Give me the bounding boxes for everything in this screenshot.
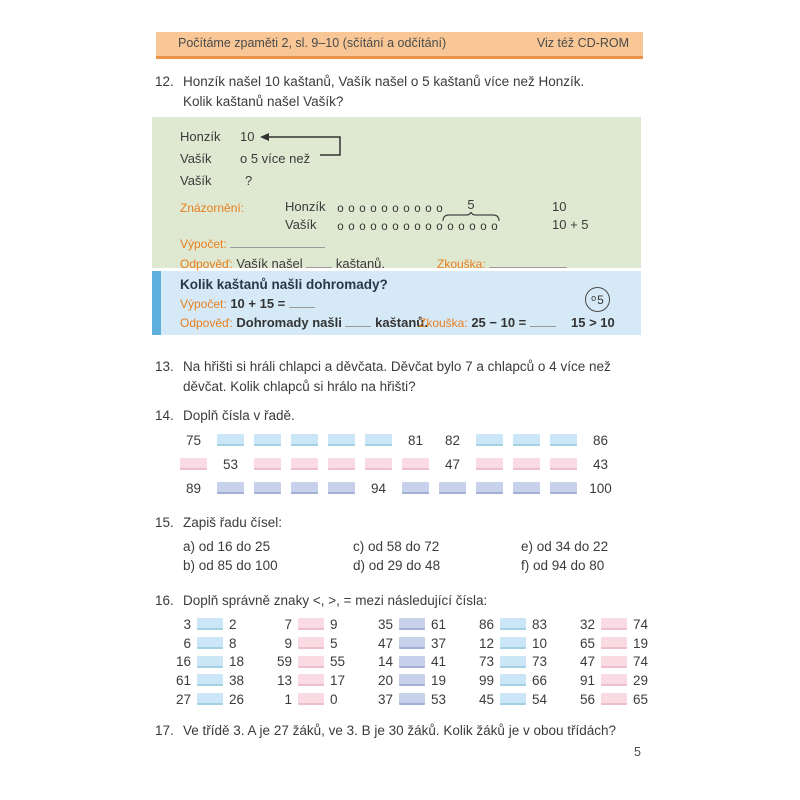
comparison-pair [268, 673, 362, 688]
empty-answer-box[interactable] [291, 482, 318, 494]
left-number: 3 [183, 616, 191, 632]
odpoved-text: kaštanů. [375, 315, 428, 330]
left-number: 7 [284, 616, 292, 632]
sign-answer-box[interactable] [399, 656, 425, 668]
odpoved-text: Vašík našel [236, 256, 303, 271]
problem-text-line: děvčat. Kolik chlapců si hrálo na hřišti? [183, 379, 416, 394]
empty-answer-box[interactable] [550, 458, 577, 470]
zkouska-label: Zkouška: [437, 257, 486, 271]
sign-answer-box[interactable] [601, 618, 627, 630]
counter-circle: o [337, 203, 344, 215]
sign-answer-box[interactable] [500, 618, 526, 630]
given-number: 86 [592, 432, 609, 448]
given-number: 89 [185, 480, 202, 496]
given-number: 75 [185, 432, 202, 448]
right-number: 17 [330, 672, 346, 688]
sequence-cell [217, 434, 244, 446]
sign-answer-box[interactable] [399, 618, 425, 630]
vypocet-row [180, 236, 325, 251]
sequence-cell [550, 482, 577, 494]
sign-answer-box[interactable] [197, 656, 223, 668]
counter-circle: o [480, 221, 487, 233]
left-number: 91 [579, 672, 595, 688]
left-number: 47 [579, 654, 595, 670]
right-number: 8 [229, 635, 237, 651]
sequence-cell [365, 434, 392, 446]
over-brace-icon [442, 212, 500, 221]
sequence-cell [513, 482, 540, 494]
sequence-cell [513, 458, 540, 470]
right-number: 41 [431, 654, 447, 670]
zkouska-answer-blank[interactable] [530, 316, 556, 327]
counter-circle: o [436, 221, 443, 233]
counter-circle: o [469, 221, 476, 233]
badge-digit: 5 [597, 292, 604, 307]
vypocet-answer-blank[interactable] [230, 237, 325, 248]
comparison-pair [167, 654, 261, 669]
comparison-pair [470, 636, 564, 651]
sign-answer-box[interactable] [601, 637, 627, 649]
odpoved-row [180, 256, 385, 271]
sign-answer-box[interactable] [500, 693, 526, 705]
sign-answer-box[interactable] [298, 656, 324, 668]
right-number: 73 [532, 654, 548, 670]
left-number: 99 [478, 672, 494, 688]
problem-text-line: Honzík našel 10 kaštanů, Vašík našel o 5 kaštanů více než Honzík. [183, 74, 585, 89]
sign-answer-box[interactable] [399, 637, 425, 649]
counter-circle: o [348, 203, 355, 215]
sign-answer-box[interactable] [298, 618, 324, 630]
vypocet-label: Výpočet: [180, 297, 227, 311]
left-number: 45 [478, 691, 494, 707]
given-number: 53 [222, 456, 239, 472]
sign-answer-box[interactable] [197, 693, 223, 705]
comparison-pair [167, 673, 261, 688]
sign-answer-box[interactable] [197, 618, 223, 630]
right-number: 66 [532, 672, 548, 688]
counter-circle: o [348, 221, 355, 233]
problem-number: 14. [155, 408, 174, 423]
sequence-cell [217, 482, 244, 494]
problem-17 [155, 721, 647, 741]
left-number: 73 [478, 654, 494, 670]
empty-answer-box[interactable] [217, 434, 244, 446]
odpoved-text: Dohromady našli [236, 315, 342, 330]
sign-answer-box[interactable] [197, 674, 223, 686]
odpoved-label: Odpověď: [180, 257, 233, 271]
right-number: 5 [330, 635, 338, 651]
empty-answer-box[interactable] [328, 482, 355, 494]
header-title: Počítáme zpaměti 2, sl. 9–10 (sčítání a odčítání) [178, 36, 447, 50]
relation-who: Vašík [180, 173, 212, 188]
vypocet-row [180, 296, 315, 311]
right-number: 83 [532, 616, 548, 632]
sign-answer-box[interactable] [500, 674, 526, 686]
odpoved-answer-blank[interactable] [345, 316, 371, 327]
right-number: 19 [431, 672, 447, 688]
empty-answer-box[interactable] [476, 482, 503, 494]
sign-answer-box[interactable] [399, 674, 425, 686]
left-number: 14 [377, 654, 393, 670]
given-number: 94 [370, 480, 387, 496]
given-number: 100 [589, 480, 612, 496]
diagram-row-name: Honzík [285, 199, 326, 214]
problem-text-line: Kolik kaštanů našel Vašík? [183, 94, 344, 109]
vypocet-answer-blank[interactable] [289, 297, 315, 308]
sequence-cell [476, 434, 503, 446]
counter-circle: o [370, 203, 377, 215]
comparison-pair [369, 617, 463, 632]
odpoved-text: kaštanů. [335, 256, 386, 271]
sign-answer-box[interactable] [601, 656, 627, 668]
comparison-pair [470, 617, 564, 632]
given-number: 47 [444, 456, 461, 472]
summary-question-box [152, 271, 641, 335]
relation-value: o 5 více než [240, 151, 311, 166]
odpoved-label: Odpověď: [180, 316, 233, 330]
sequence-cell [254, 458, 281, 470]
counter-circle: o [370, 221, 377, 233]
comparison-pair [369, 673, 463, 688]
comparison-pair [369, 636, 463, 651]
problem-16 [155, 591, 647, 611]
sign-answer-box[interactable] [298, 674, 324, 686]
comparison-pair [268, 692, 362, 707]
counter-circle: o [458, 221, 465, 233]
empty-answer-box[interactable] [476, 458, 503, 470]
right-number: 38 [229, 672, 245, 688]
sign-answer-box[interactable] [197, 637, 223, 649]
vypocet-expression: 10 + 15 = [230, 296, 286, 311]
problem-title: Doplň čísla v řadě. [183, 408, 295, 423]
empty-answer-box[interactable] [402, 458, 429, 470]
sequence-cell [476, 458, 503, 470]
sequence-cell [513, 434, 540, 446]
left-number: 20 [377, 672, 393, 688]
sign-answer-box[interactable] [298, 637, 324, 649]
counter-circle: o [337, 221, 344, 233]
right-number: 2 [229, 616, 237, 632]
right-number: 18 [229, 654, 245, 670]
empty-answer-box[interactable] [513, 482, 540, 494]
left-number: 61 [175, 672, 191, 688]
counter-circle: o [414, 221, 421, 233]
counter-circle: o [392, 221, 399, 233]
right-number: 55 [330, 654, 346, 670]
sequence-cell [291, 434, 318, 446]
zkouska-row [437, 256, 567, 271]
right-number: 37 [431, 635, 447, 651]
left-number: 59 [276, 654, 292, 670]
counter-circle: o [425, 221, 432, 233]
comparison-pair [369, 654, 463, 669]
right-number: 10 [532, 635, 548, 651]
o5-badge-icon [585, 287, 610, 312]
left-number: 35 [377, 616, 393, 632]
counter-circle: o [491, 221, 498, 233]
right-number: 54 [532, 691, 548, 707]
diagram-row-name: Vašík [285, 217, 317, 232]
empty-answer-box[interactable] [550, 434, 577, 446]
range-item: c) od 58 do 72 [353, 539, 440, 554]
empty-answer-box[interactable] [476, 434, 503, 446]
relation-value: 10 [240, 129, 255, 144]
sequence-cell [291, 482, 318, 494]
counter-circle: o [359, 203, 366, 215]
worked-example-box [152, 117, 641, 271]
left-number: 47 [377, 635, 393, 651]
empty-answer-box[interactable] [328, 434, 355, 446]
sign-answer-box[interactable] [601, 674, 627, 686]
sign-answer-box[interactable] [298, 693, 324, 705]
problem-14 [155, 406, 647, 426]
odpoved-answer-blank[interactable] [306, 257, 332, 268]
comparison-pair [167, 692, 261, 707]
summary-title: Kolik kaštanů našli dohromady? [180, 277, 388, 292]
comparison-pair [470, 654, 564, 669]
brace-count-label: 5 [467, 197, 475, 212]
counter-circle: o [381, 221, 388, 233]
counter-circle: o [436, 203, 443, 215]
left-number: 9 [284, 635, 292, 651]
badge-prefix: o [591, 292, 597, 303]
left-number: 6 [183, 635, 191, 651]
range-item: f) od 94 do 80 [521, 558, 605, 573]
relation-who: Honzík [180, 129, 221, 144]
sequence-cell [402, 482, 429, 494]
comparison-pair [268, 654, 362, 669]
sequence-cell [328, 434, 355, 446]
sequence-cell [365, 458, 392, 470]
zkouska-answer-blank[interactable] [489, 257, 567, 268]
right-number: 0 [330, 691, 338, 707]
page-number: 5 [634, 745, 641, 759]
sign-answer-box[interactable] [601, 693, 627, 705]
comparison-pair [268, 617, 362, 632]
problem-15 [155, 513, 647, 533]
range-item: a) od 16 do 25 [183, 539, 271, 554]
left-number: 16 [175, 654, 191, 670]
left-number: 27 [175, 691, 191, 707]
empty-answer-box[interactable] [217, 482, 244, 494]
sequence-cell [550, 434, 577, 446]
counter-circle: o [381, 203, 388, 215]
sequence-cell [180, 458, 207, 470]
comparison-pair [571, 636, 665, 651]
counter-circles-row [335, 200, 445, 215]
problem-number: 15. [155, 515, 174, 530]
header-cdrom-note: Viz též CD-ROM [536, 36, 629, 50]
left-number: 12 [478, 635, 494, 651]
empty-answer-box[interactable] [254, 434, 281, 446]
right-number: 61 [431, 616, 447, 632]
empty-answer-box[interactable] [291, 458, 318, 470]
sequence-cell [476, 482, 503, 494]
left-number: 32 [579, 616, 595, 632]
given-number: 43 [592, 456, 609, 472]
sequence-cell [328, 482, 355, 494]
problem-13 [155, 357, 647, 397]
problem-title: Zapiš řadu čísel: [183, 515, 283, 530]
sign-answer-box[interactable] [399, 693, 425, 705]
left-number: 86 [478, 616, 494, 632]
empty-answer-box[interactable] [254, 458, 281, 470]
counter-circle: o [392, 203, 399, 215]
right-number: 9 [330, 616, 338, 632]
problem-text [183, 357, 647, 397]
left-number: 13 [276, 672, 292, 688]
vypocet-label: Výpočet: [180, 237, 227, 251]
sequence-cell [254, 434, 281, 446]
right-number: 65 [633, 691, 649, 707]
empty-answer-box[interactable] [439, 482, 466, 494]
given-number: 82 [444, 432, 461, 448]
sequence-cell [439, 482, 466, 494]
odpoved-row [180, 315, 428, 330]
relation-value: ? [245, 173, 253, 188]
counter-circle: o [403, 221, 410, 233]
empty-answer-box[interactable] [365, 458, 392, 470]
empty-answer-box[interactable] [328, 458, 355, 470]
given-number: 81 [407, 432, 424, 448]
empty-answer-box[interactable] [402, 482, 429, 494]
sign-answer-box[interactable] [500, 656, 526, 668]
sign-answer-box[interactable] [500, 637, 526, 649]
sequence-cell [550, 458, 577, 470]
problem-number: 16. [155, 593, 174, 608]
range-item: b) od 85 do 100 [183, 558, 278, 573]
page-header-strip [156, 32, 643, 59]
right-number: 74 [633, 654, 649, 670]
comparison-pair [571, 673, 665, 688]
right-number: 53 [431, 691, 447, 707]
diagram-row-result: 10 [552, 199, 567, 214]
right-number: 19 [633, 635, 649, 651]
comparison-pair [268, 636, 362, 651]
range-item: d) od 29 do 48 [353, 558, 441, 573]
empty-answer-box[interactable] [180, 458, 207, 470]
empty-answer-box[interactable] [513, 434, 540, 446]
problem-number: 12. [155, 74, 174, 89]
zkouska-row [419, 315, 556, 330]
empty-answer-box[interactable] [365, 434, 392, 446]
comparison-pair [369, 692, 463, 707]
number-sequence-grid [175, 428, 619, 500]
comparison-pair [470, 673, 564, 688]
counter-circle: o [359, 221, 366, 233]
comparison-pair [571, 617, 665, 632]
number-range-list [183, 539, 671, 577]
reference-arrow-icon [258, 131, 350, 161]
problem-text [183, 72, 647, 112]
problem-number: 13. [155, 359, 174, 374]
diagram-row-result: 10 + 5 [552, 217, 589, 232]
sequence-cell [328, 458, 355, 470]
range-item: e) od 34 do 22 [521, 539, 609, 554]
empty-answer-box[interactable] [254, 482, 281, 494]
right-number: 29 [633, 672, 649, 688]
relation-who: Vašík [180, 151, 212, 166]
left-number: 56 [579, 691, 595, 707]
empty-answer-box[interactable] [550, 482, 577, 494]
problem-text-line: Na hřišti si hráli chlapci a děvčata. Děvčat bylo 7 a chlapců o 4 více než [183, 359, 611, 374]
comparison-pair [470, 692, 564, 707]
empty-answer-box[interactable] [513, 458, 540, 470]
sequence-cell [402, 458, 429, 470]
znazorneni-label: Znázornění: [180, 201, 245, 215]
comparison-grid [167, 615, 665, 708]
right-number: 26 [229, 691, 245, 707]
counter-circle: o [414, 203, 421, 215]
comparison-pair [167, 636, 261, 651]
comparison-pair [571, 692, 665, 707]
right-number: 74 [633, 616, 649, 632]
inequality-note: 15 > 10 [571, 315, 615, 330]
counter-circle: o [425, 203, 432, 215]
left-number: 1 [284, 691, 292, 707]
counter-circle: o [447, 221, 454, 233]
problem-title: Doplň správně znaky <, >, = mezi následující čísla: [183, 593, 488, 608]
zkouska-label: Zkouška: [419, 316, 468, 330]
comparison-pair [571, 654, 665, 669]
counter-circle: o [403, 203, 410, 215]
comparison-pair [167, 617, 261, 632]
sequence-cell [291, 458, 318, 470]
sequence-cell [254, 482, 281, 494]
left-number: 37 [377, 691, 393, 707]
problem-text: Ve třídě 3. A je 27 žáků, ve 3. B je 30 žáků. Kolik žáků je v obou třídách? [183, 723, 617, 738]
left-number: 65 [579, 635, 595, 651]
empty-answer-box[interactable] [291, 434, 318, 446]
problem-number: 17. [155, 723, 174, 738]
problem-12 [155, 72, 647, 112]
zkouska-expression: 25 − 10 = [471, 315, 527, 330]
